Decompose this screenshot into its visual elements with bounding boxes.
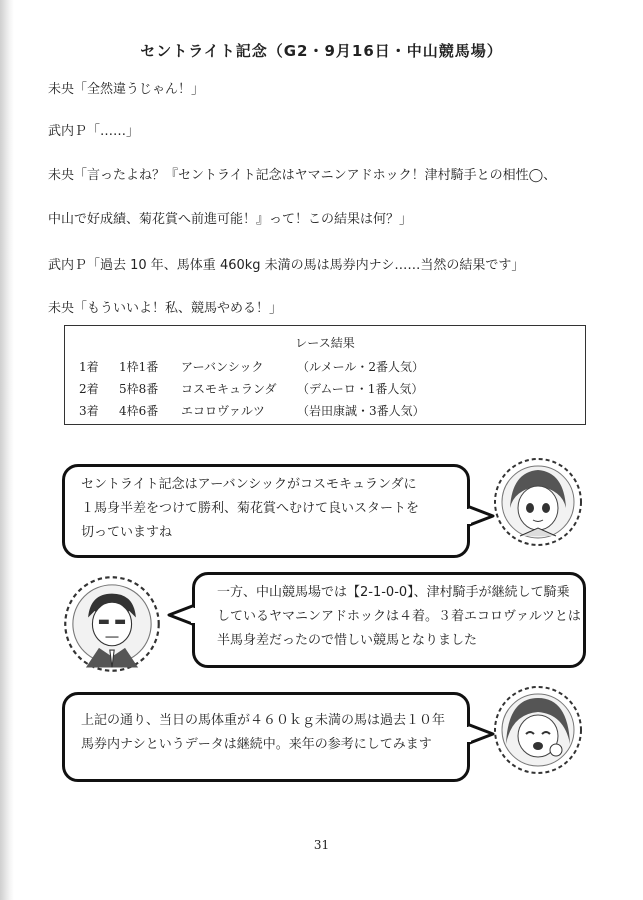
race-results-title: レース結果 <box>295 336 355 350</box>
result-jockey-popularity: （岩田康誠・3番人気） <box>297 404 425 418</box>
bubble-line: セントライト記念はアーバンシックがコスモキュランダに <box>81 477 417 492</box>
race-results-box <box>64 325 586 425</box>
page-title: セントライト記念（G2・9月16日・中山競馬場） <box>140 42 503 60</box>
speech-bubble-tail-2 <box>167 603 195 629</box>
dialogue-line-2: 武内Ｐ「……」 <box>48 124 140 139</box>
result-place: 1着 <box>79 360 99 374</box>
page-number: 31 <box>313 838 330 852</box>
speech-bubble-1 <box>62 464 470 558</box>
result-horse: エコロヴァルツ <box>181 404 265 418</box>
bubble-line: 馬券内ナシというデータは継続中。来年の参考にしてみます <box>81 737 432 752</box>
dialogue-line-1: 未央「全然違うじゃん！」 <box>48 82 205 97</box>
bubble-line: 一方、中山競馬場では【2-1-0-0】、津村騎手が継続して騎乗 <box>217 585 570 600</box>
bubble-line: 半馬身差だったので惜しい競馬となりました <box>217 633 478 648</box>
page-edge-shadow <box>0 0 14 900</box>
speech-bubble-tail-1 <box>467 504 495 530</box>
result-place: 3着 <box>79 404 99 418</box>
girl-avatar-1-icon <box>492 456 584 548</box>
result-jockey-popularity: （ルメール・2番人気） <box>297 360 425 374</box>
result-post: 5枠8番 <box>119 382 159 396</box>
dialogue-line-4: 中山で好成績、菊花賞へ前進可能！』って！この結果は何？」 <box>48 212 413 227</box>
bubble-line: 切っていますね <box>81 525 173 540</box>
man-avatar-icon <box>62 574 162 674</box>
result-post: 4枠6番 <box>119 404 159 418</box>
bubble-line: 上記の通り、当日の馬体重が４６０ｋｇ未満の馬は過去１０年 <box>81 713 446 728</box>
result-jockey-popularity: （デムーロ・1番人気） <box>297 382 424 396</box>
speech-bubble-2 <box>192 572 586 668</box>
bubble-line: １馬身半差をつけて勝利、菊花賞へむけて良いスタートを <box>81 501 420 516</box>
dialogue-line-6: 未央「もういいよ！私、競馬やめる！」 <box>48 301 283 316</box>
result-horse: コスモキュランダ <box>181 382 277 396</box>
dialogue-line-5: 武内Ｐ「過去 10 年、馬体重 460kg 未満の馬は馬券内ナシ……当然の結果です」 <box>48 258 525 273</box>
speech-bubble-3 <box>62 692 470 782</box>
girl-avatar-2-icon <box>492 684 584 776</box>
bubble-line: しているヤマニンアドホックは４着。３着エコロヴァルツとは <box>217 609 581 624</box>
speech-bubble-tail-3 <box>467 722 495 748</box>
result-place: 2着 <box>79 382 99 396</box>
result-horse: アーバンシック <box>181 360 264 374</box>
result-post: 1枠1番 <box>119 360 159 374</box>
dialogue-line-3: 未央「言ったよね？『セントライト記念はヤマニンアドホック！津村騎手との相性◯、 <box>48 168 557 183</box>
